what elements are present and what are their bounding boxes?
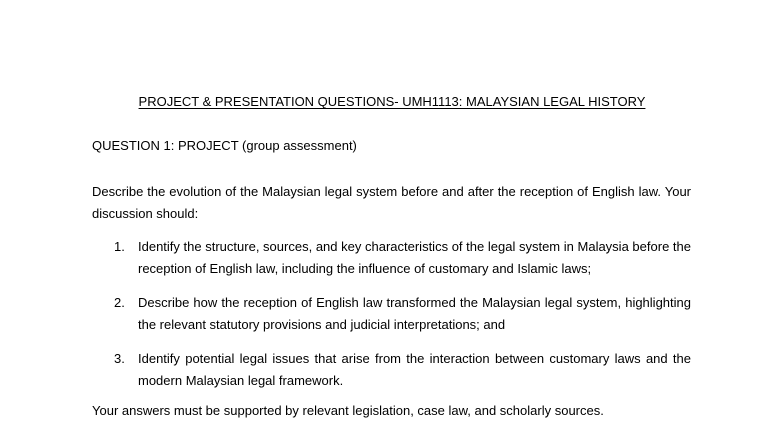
requirements-list bbox=[92, 236, 691, 404]
list-item-number: 2. bbox=[114, 295, 125, 310]
list-item-text: Describe how the reception of English law transformed the Malaysian legal system, highlighting the relevant statutory provisions and judicial interpretations; and bbox=[138, 295, 691, 332]
list-item bbox=[92, 348, 691, 392]
list-item bbox=[92, 292, 691, 336]
list-item-number: 1. bbox=[114, 239, 125, 254]
list-item-text: Identify potential legal issues that arise from the interaction between customary laws and the modern Malaysian legal framework. bbox=[138, 351, 691, 388]
question-heading: QUESTION 1: PROJECT (group assessment) bbox=[92, 138, 357, 153]
list-item-number: 3. bbox=[114, 351, 125, 366]
document-title: PROJECT & PRESENTATION QUESTIONS- UMH1113: MALAYSIAN LEGAL HISTORY bbox=[138, 94, 646, 109]
question-intro: Describe the evolution of the Malaysian legal system before and after the reception of English law. Your discussion should: bbox=[92, 184, 691, 221]
closing-note: Your answers must be supported by relevant legislation, case law, and scholarly sources. bbox=[92, 403, 604, 418]
list-item-text: Identify the structure, sources, and key characteristics of the legal system in Malaysia before the reception of English law, including the influence of customary and Islamic laws; bbox=[138, 239, 691, 276]
list-item bbox=[92, 236, 691, 280]
